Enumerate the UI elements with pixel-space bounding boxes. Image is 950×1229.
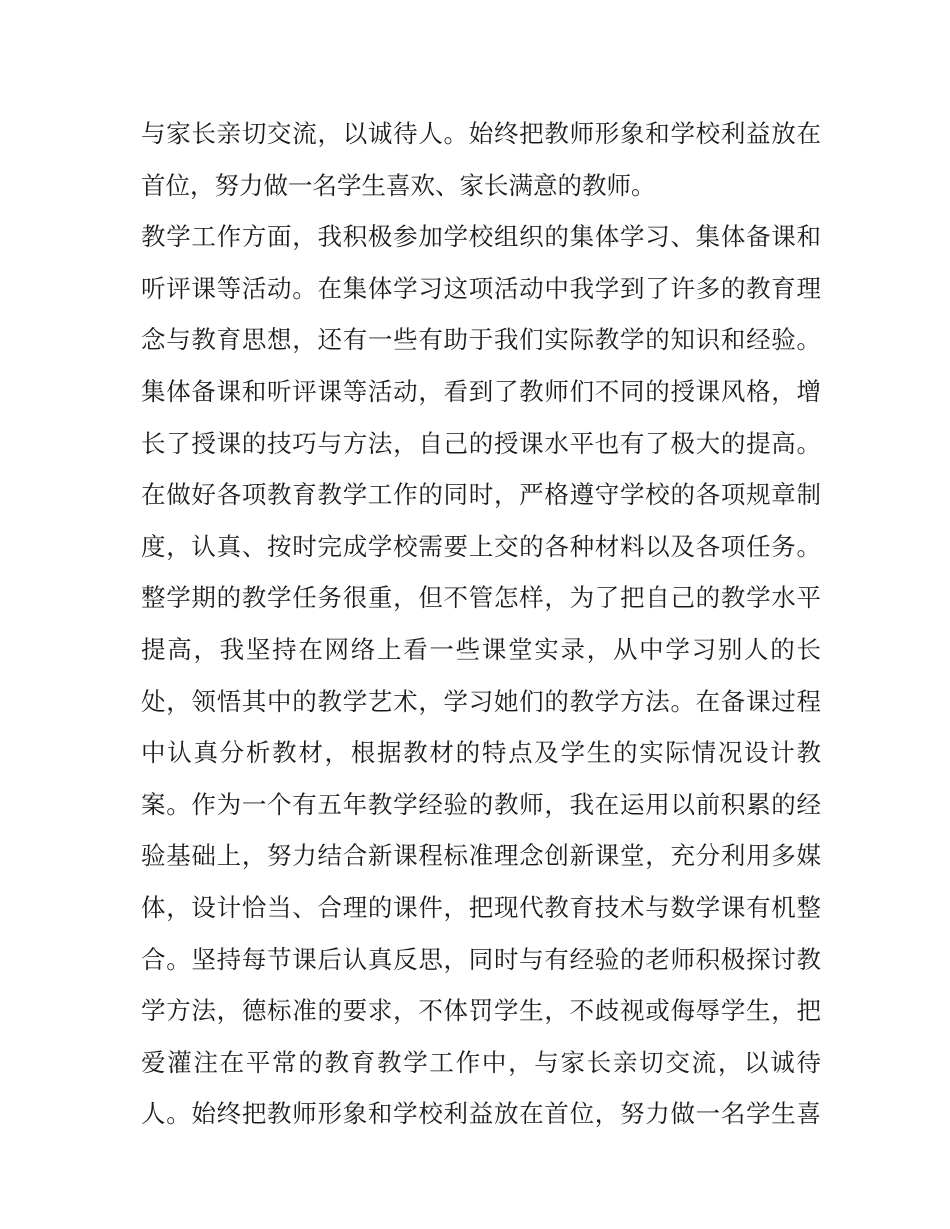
text-line: 度，认真、按时完成学校需要上交的各种材料以及各项任务。 bbox=[141, 531, 821, 561]
text-line: 验基础上，努力结合新课程标准理念创新课堂，充分利用多媒 bbox=[141, 841, 821, 871]
text-line: 处，领悟其中的教学艺术，学习她们的教学方法。在备课过程 bbox=[141, 686, 821, 716]
text-line: 提高，我坚持在网络上看一些课堂实录，从中学习别人的长 bbox=[141, 634, 821, 664]
text-line: 首位，努力做一名学生喜欢、家长满意的教师。 bbox=[141, 170, 656, 200]
text-line: 在做好各项教育教学工作的同时，严格遵守学校的各项规章制 bbox=[141, 480, 821, 510]
text-line: 中认真分析教材，根据教材的特点及学生的实际情况设计教 bbox=[141, 738, 821, 768]
body-text bbox=[141, 108, 821, 1140]
text-line: 整学期的教学任务很重，但不管怎样，为了把自己的教学水平 bbox=[141, 583, 821, 613]
text-line: 人。始终把教师形象和学校利益放在首位，努力做一名学生喜 bbox=[141, 1099, 821, 1129]
text-line: 听评课等活动。在集体学习这项活动中我学到了许多的教育理 bbox=[141, 273, 821, 303]
text-line: 教学工作方面，我积极参加学校组织的集体学习、集体备课和 bbox=[141, 222, 821, 252]
text-line: 念与教育思想，还有一些有助于我们实际教学的知识和经验。 bbox=[141, 325, 821, 355]
text-line: 爱灌注在平常的教育教学工作中，与家长亲切交流，以诚待 bbox=[141, 1047, 821, 1077]
text-line: 案。作为一个有五年教学经验的教师，我在运用以前积累的经 bbox=[141, 789, 821, 819]
text-line: 长了授课的技巧与方法，自己的授课水平也有了极大的提高。 bbox=[141, 428, 821, 458]
text-line: 合。坚持每节课后认真反思，同时与有经验的老师积极探讨教 bbox=[141, 944, 821, 974]
text-line: 与家长亲切交流，以诚待人。始终把教师形象和学校利益放在 bbox=[141, 119, 821, 148]
text-line: 体，设计恰当、合理的课件，把现代教育技术与数学课有机整 bbox=[141, 892, 821, 922]
text-line: 学方法，德标准的要求，不体罚学生，不歧视或侮辱学生，把 bbox=[141, 996, 821, 1026]
text-line: 集体备课和听评课等活动，看到了教师们不同的授课风格，增 bbox=[141, 376, 821, 406]
